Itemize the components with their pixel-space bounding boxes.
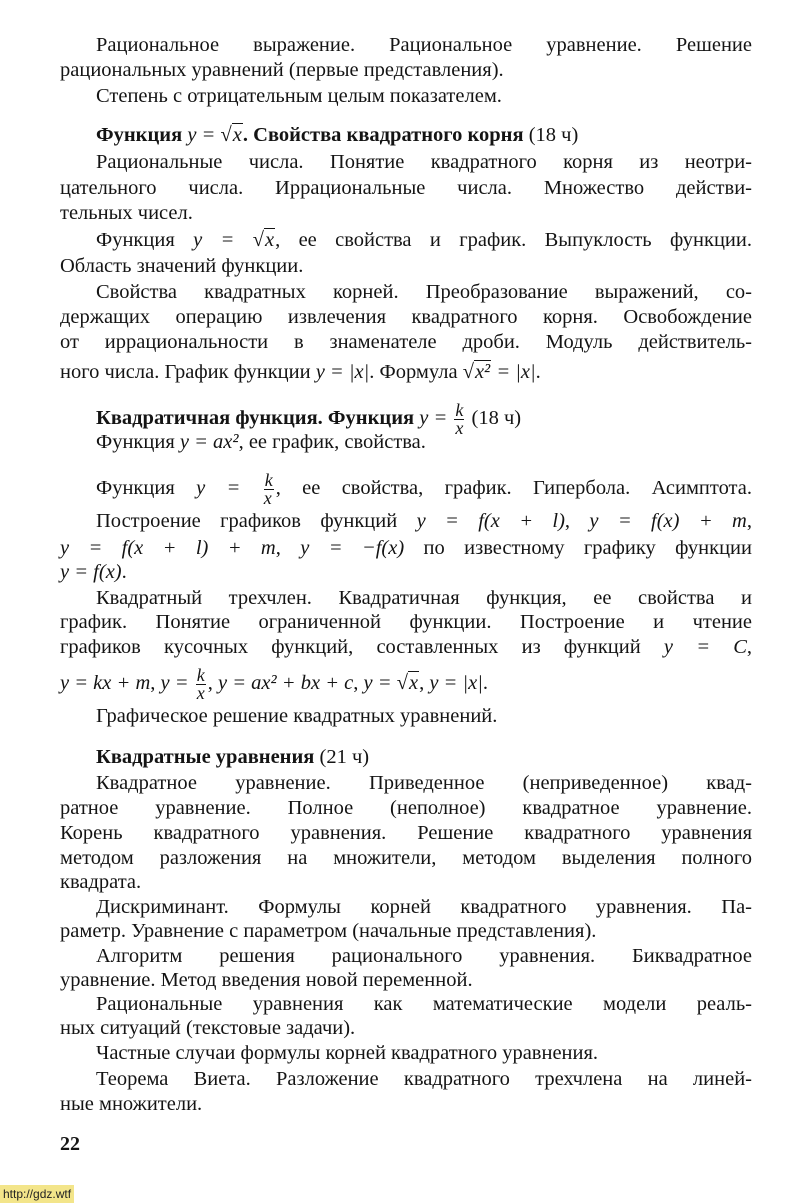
text-line (60, 535, 752, 561)
text-line (60, 329, 752, 355)
text-run: Функция (96, 229, 194, 251)
text-run: (18 ч) (466, 407, 522, 430)
text-line (96, 703, 752, 729)
text-run: Алгоритм решения рационального уравнения. Биквадратное (96, 945, 752, 967)
math-expression: y = |x| (429, 672, 483, 695)
text-run: . Формула (369, 361, 463, 383)
text-run: Теорема Виета. Разложение квадратного трехчлена на линей- (96, 1068, 752, 1090)
fraction-denominator: x (455, 418, 464, 438)
text-run: , (207, 672, 218, 695)
text-line (96, 83, 752, 109)
text-run: Область значений функции. (60, 255, 304, 277)
radicand: x (264, 229, 275, 251)
math-expression: y = kx + m (60, 672, 151, 695)
text-run: Дискриминант. Формулы корней квадратного уравнения. Па- (96, 896, 752, 918)
text-run: цательного числа. Иррациональные числа. Множество действи- (60, 177, 752, 199)
text-line (96, 508, 752, 534)
text-run: Квадратное уравнение. Приведенное (неприведенное) квад- (96, 772, 752, 794)
text-run: тельных чисел. (60, 202, 193, 224)
radical-sign-icon: √ (252, 229, 264, 251)
text-line (96, 1066, 752, 1092)
radicand: x (408, 672, 419, 695)
text-run: ного числа. График функции (60, 361, 316, 383)
math-expression: y = f(x) + m (589, 510, 747, 532)
math-expression: y = f(x + l) + m (60, 537, 276, 559)
text-line (96, 894, 752, 920)
fraction-numerator: k (264, 470, 273, 490)
text-line (60, 559, 752, 585)
section-heading: . Свойства квадратного корня (242, 124, 524, 146)
text-run: , ее свойства, график. Гипербола. Асимптота. (275, 477, 752, 500)
text-line (96, 770, 752, 796)
text-run: Рациональное выражение. Рациональное уравнение. Решение (96, 34, 752, 56)
text-run: , (150, 672, 161, 695)
text-run: Рациональные уравнения как математические модели реаль- (96, 993, 752, 1015)
text-run: , (746, 510, 752, 532)
section-heading: Функция (96, 124, 188, 146)
math-expression: y = (419, 407, 453, 430)
text-line (96, 470, 752, 508)
math-expression: y = ax² (179, 431, 239, 453)
square-root (221, 122, 243, 148)
text-run: график. Понятие ограниченной функции. Построение и чтение (60, 611, 752, 633)
math-expression: y = (160, 672, 194, 695)
section-heading: Квадратичная функция. Функция (96, 407, 420, 430)
text-run: , (746, 636, 753, 658)
math-expression: y = C (663, 636, 747, 658)
math-expression: y = f(x) (60, 561, 122, 583)
text-line (60, 967, 752, 993)
text-run: Построение графиков функций (96, 510, 417, 532)
math-expression: y = (363, 672, 397, 695)
text-run: от иррациональности в знаменателе дроби. Модуль действитель- (60, 331, 752, 353)
fraction-denominator: x (263, 488, 272, 508)
text-line (96, 943, 752, 969)
text-line (60, 304, 752, 330)
radicand: x² (474, 361, 491, 383)
math-expression: = |x| (491, 361, 536, 383)
text-run: ратное уравнение. Полное (неполное) квадратное уравнение. (60, 797, 752, 819)
square-root (397, 670, 419, 696)
text-line (60, 609, 752, 635)
text-run: . (482, 672, 489, 695)
text-line (60, 918, 752, 944)
text-line (60, 1015, 752, 1041)
math-expression: y = ax² + bx + c (217, 672, 354, 695)
radical-sign-icon: √ (396, 672, 408, 695)
text-line (96, 122, 752, 148)
text-line (96, 32, 752, 58)
text-line (96, 400, 752, 438)
text-run: Корень квадратного уравнения. Решение квадратного уравнения (60, 822, 752, 844)
text-line (96, 744, 752, 770)
text-line (96, 429, 752, 455)
fraction (264, 472, 274, 507)
text-line (60, 200, 752, 226)
text-line (96, 149, 752, 175)
fraction-numerator: k (455, 400, 464, 420)
fraction-denominator: x (196, 683, 205, 703)
text-run: , (275, 537, 301, 559)
text-run: . (535, 361, 541, 383)
text-run: , (353, 672, 364, 695)
radicand: x (232, 124, 242, 146)
radical-sign-icon: √ (220, 124, 232, 146)
text-run: уравнение. Метод введения новой переменной. (60, 969, 473, 991)
text-line (96, 991, 752, 1017)
text-run: раметр. Уравнение с параметром (начальные представления). (60, 920, 597, 942)
text-line (96, 585, 752, 611)
math-expression: y = f(x + l) (416, 510, 565, 532)
text-line (96, 279, 752, 305)
text-line (60, 253, 752, 279)
text-run: , (419, 672, 430, 695)
square-root (463, 359, 492, 385)
text-line (96, 227, 752, 253)
text-run: , ее график, свойства. (238, 431, 426, 453)
text-run: Функция (96, 477, 197, 500)
text-run: квадрата. (60, 871, 142, 893)
text-run: Частные случаи формулы корней квадратного уравнения. (96, 1042, 599, 1064)
text-line (60, 57, 752, 83)
fraction-numerator: k (196, 665, 205, 685)
text-line (60, 795, 752, 821)
text-line (60, 869, 752, 895)
text-run: . (121, 561, 127, 583)
text-line (60, 175, 752, 201)
text-run: , ее свойства и график. Выпуклость функции. (275, 229, 752, 251)
math-expression: y = |x| (315, 361, 370, 383)
text-run: по известному графику функции (404, 537, 753, 559)
text-line (96, 1040, 752, 1066)
watermark-link[interactable]: http://gdz.wtf (0, 1185, 74, 1203)
math-expression: y = (187, 124, 221, 146)
text-run: рациональных уравнений (первые представления). (60, 59, 504, 81)
fraction (196, 667, 206, 702)
text-line (60, 665, 752, 703)
text-run: , (564, 510, 590, 532)
text-run: Функция (96, 431, 180, 453)
text-run: (21 ч) (314, 746, 370, 768)
radical-sign-icon: √ (462, 361, 474, 383)
text-run: Графическое решение квадратных уравнений. (96, 705, 498, 727)
math-expression: y = (193, 229, 253, 251)
text-run: держащих операцию извлечения квадратного корня. Освобождение (60, 306, 752, 328)
text-line (60, 845, 752, 871)
text-run: (18 ч) (523, 124, 579, 146)
text-run: Квадратный трехчлен. Квадратичная функция, ее свойства и (96, 587, 752, 609)
page-number: 22 (60, 1133, 80, 1155)
text-run: Свойства квадратных корней. Преобразование выражений, со- (96, 281, 752, 303)
math-expression: y = (196, 477, 262, 500)
square-root (253, 227, 275, 253)
text-run: графиков кусочных функций, составленных из функций (60, 636, 664, 658)
text-line (60, 359, 752, 385)
text-run: ные множители. (60, 1093, 203, 1115)
math-expression: y = −f(x) (300, 537, 405, 559)
text-run: ных ситуаций (текстовые задачи). (60, 1017, 356, 1039)
text-line (60, 634, 752, 660)
text-line (60, 1091, 752, 1117)
text-line (60, 820, 752, 846)
text-run: Рациональные числа. Понятие квадратного корня из неотри- (96, 151, 752, 173)
section-heading: Квадратные уравнения (96, 746, 315, 768)
text-run: методом разложения на множители, методом выделения полного (60, 847, 752, 869)
text-run: Степень с отрицательным целым показателем. (96, 85, 502, 107)
